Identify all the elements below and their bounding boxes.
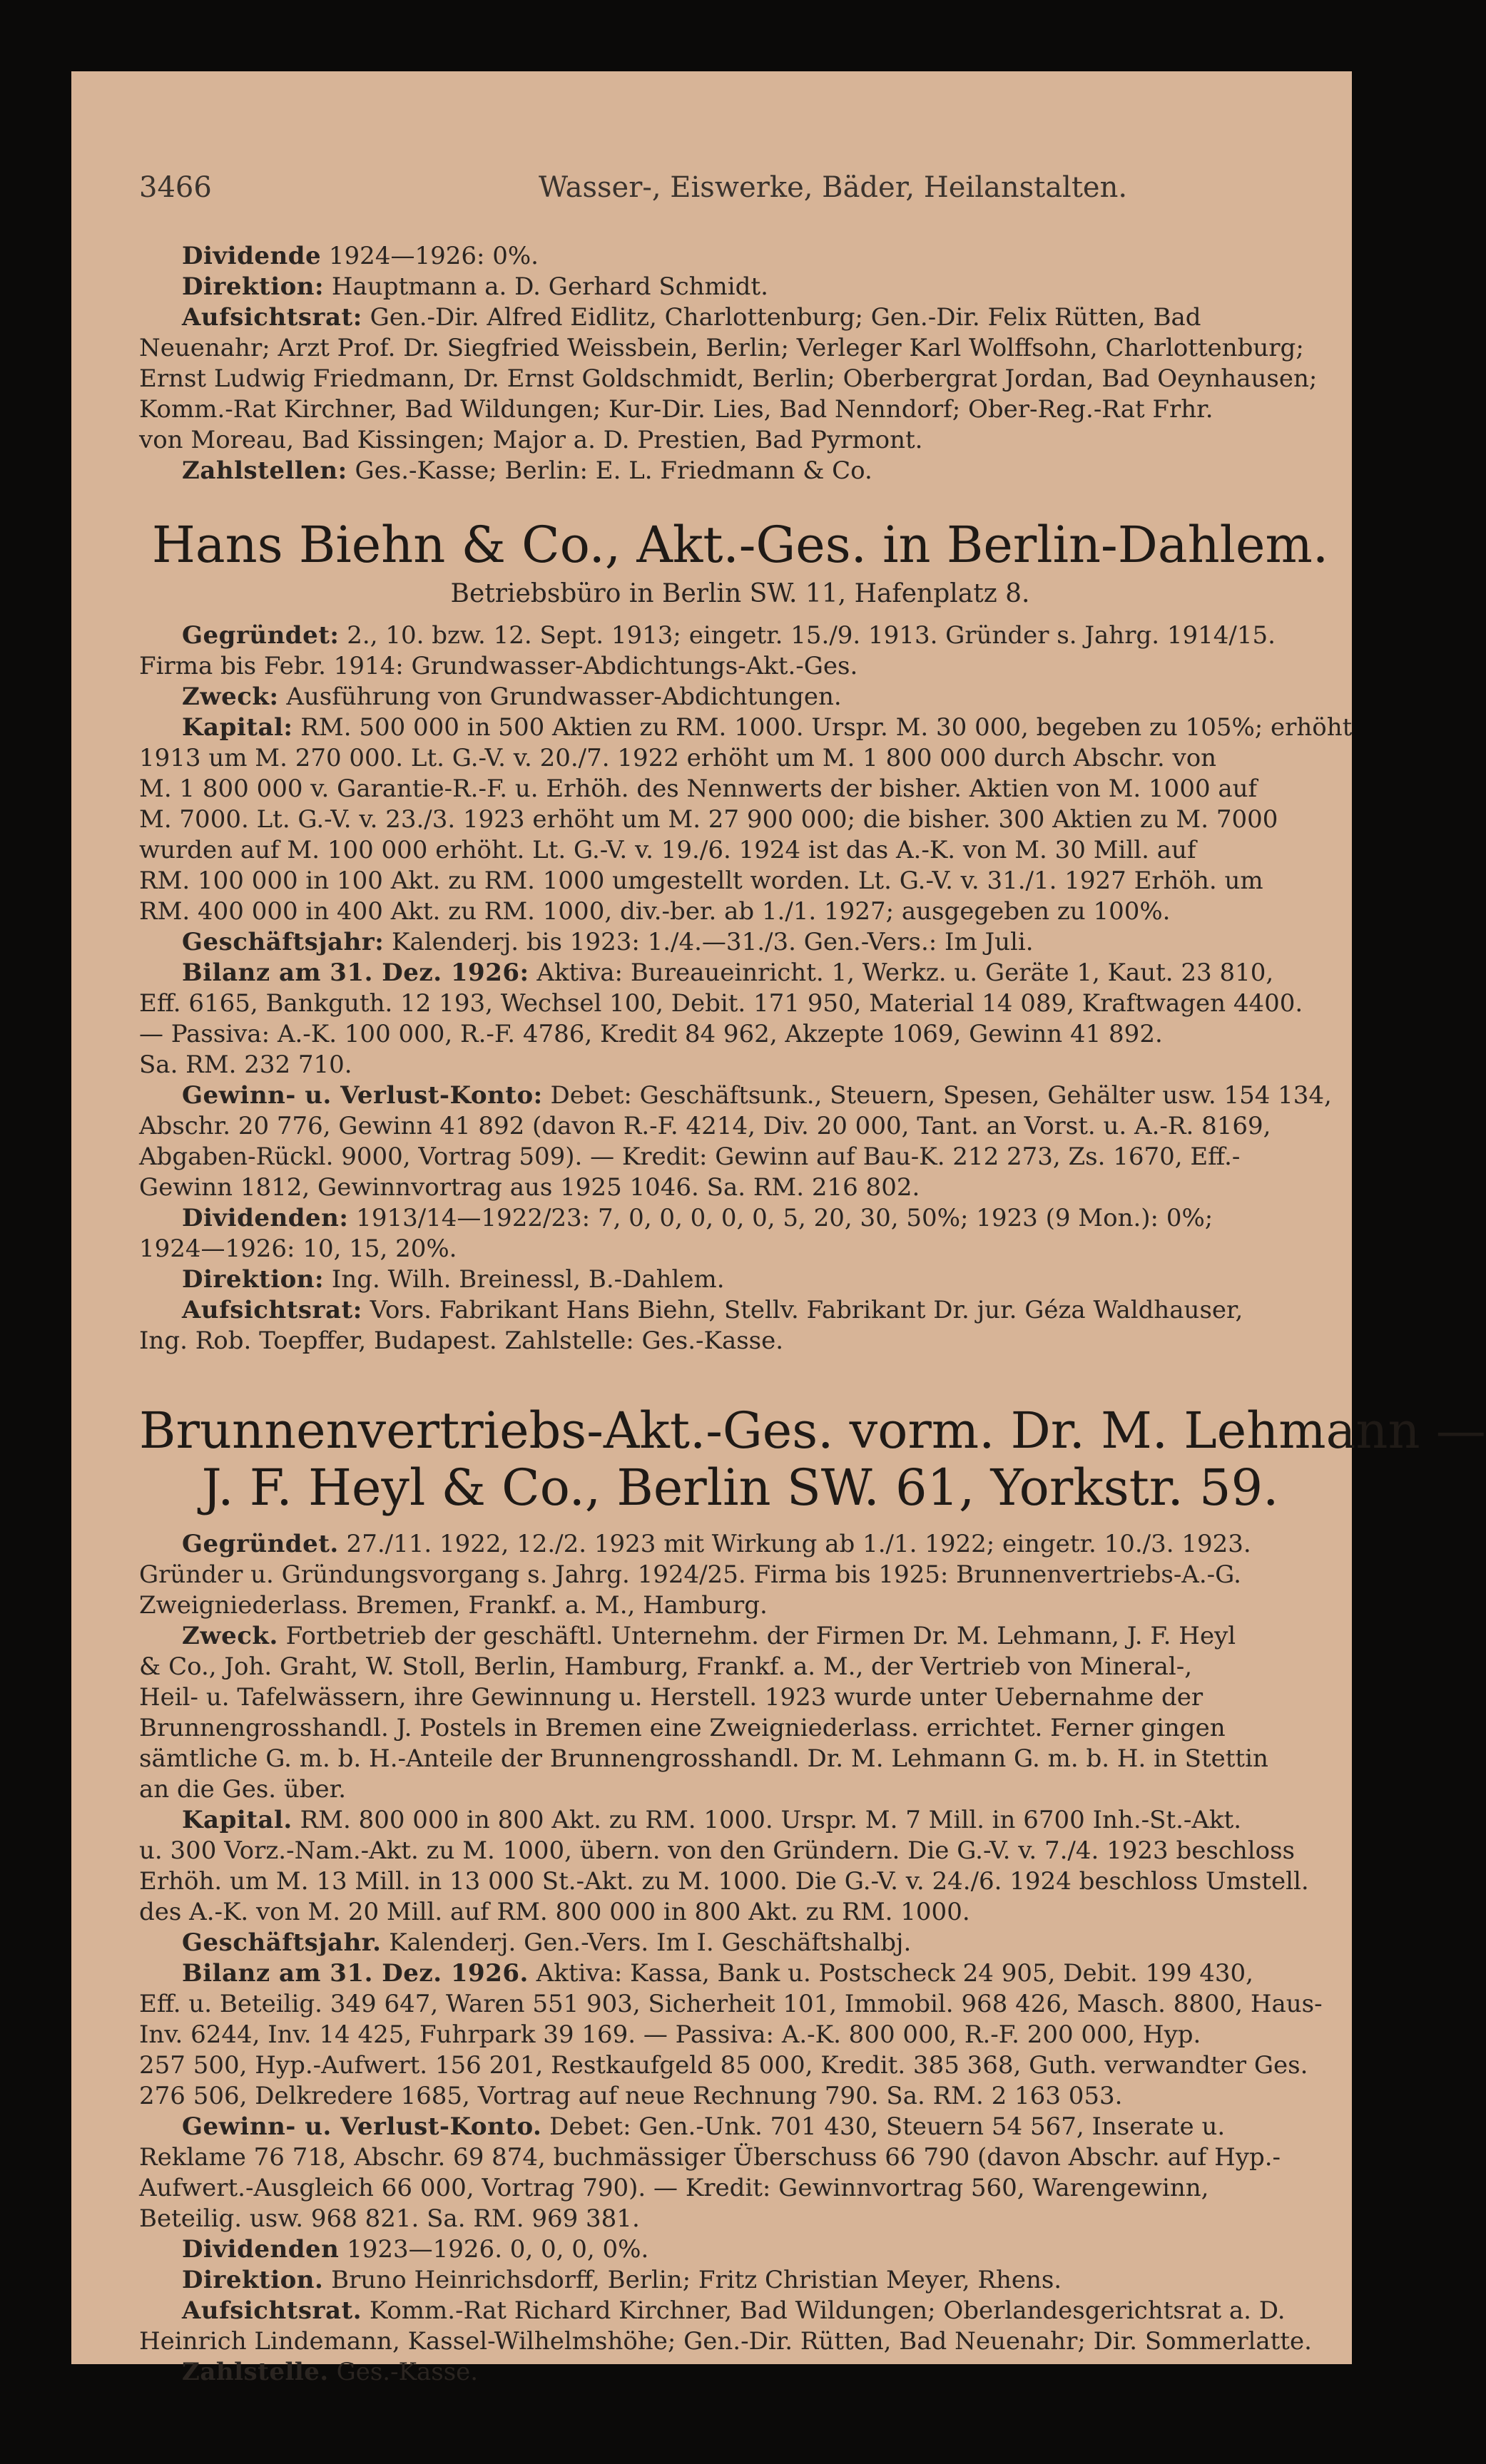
text-line [139, 1203, 1341, 1234]
field-text: Kalenderj. bis 1923: 1./4.—31./3. Gen.-Vers.: Im Juli. [384, 928, 1034, 956]
field-label: Direktion: [182, 272, 325, 301]
field-text: Vors. Fabrikant Hans Biehn, Stellv. Fabrikant Dr. jur. Géza Waldhauser, [362, 1296, 1243, 1324]
field-text: Sa. RM. 232 710. [139, 1050, 352, 1079]
text-line [139, 1295, 1341, 1326]
running-head: Wasser-, Eiswerke, Bäder, Heilanstalten. [539, 171, 1128, 204]
text-line [139, 425, 1341, 456]
text-line [139, 1050, 1341, 1080]
text-line [139, 2112, 1341, 2142]
field-label: Zweck. [182, 1622, 278, 1650]
text-line [139, 1621, 1341, 1652]
text-line [139, 682, 1341, 712]
text-line [139, 1019, 1341, 1050]
text-line [139, 2357, 1341, 2388]
text-line [139, 2142, 1341, 2173]
field-label: Bilanz am 31. Dez. 1926. [182, 1959, 529, 1988]
text-line [139, 1897, 1341, 1928]
field-text: Ing. Wilh. Breinessl, B.-Dahlem. [324, 1265, 725, 1294]
text-line [139, 1529, 1341, 1560]
text-line [139, 1682, 1341, 1713]
section-brunnenvertrieb [139, 1529, 1341, 2388]
text-line [139, 1744, 1341, 1774]
text-line [139, 302, 1341, 333]
field-text: Bruno Heinrichsdorff, Berlin; Fritz Christian Meyer, Rhens. [323, 2266, 1062, 2294]
text-line [139, 896, 1341, 927]
field-text: Brunnengrosshandl. J. Postels in Bremen eine Zweigniederlass. errichtet. Ferner gingen [139, 1714, 1226, 1742]
field-text: Aufwert.-Ausgleich 66 000, Vortrag 790). — Kredit: Gewinnvortrag 560, Warengewinn, [139, 2174, 1209, 2202]
text-line [139, 394, 1341, 425]
text-line [139, 1234, 1341, 1264]
field-label: Direktion: [182, 1265, 325, 1294]
entry-subtitle-hans-biehn: Betriebsbüro in Berlin SW. 11, Hafenplatz 8. [450, 579, 1030, 608]
text-line [139, 743, 1341, 774]
text-line [139, 1958, 1341, 1989]
text-line [139, 2326, 1341, 2357]
field-text: 2., 10. bzw. 12. Sept. 1913; eingetr. 15./9. 1913. Gründer s. Jahrg. 1914/15. [339, 621, 1276, 650]
text-line [139, 2020, 1341, 2050]
field-text: 1924—1926: 10, 15, 20%. [139, 1234, 457, 1263]
text-line [139, 272, 1341, 302]
field-text: Debet: Geschäftsunk., Steuern, Spesen, Gehälter usw. 154 134, [542, 1081, 1332, 1110]
field-text: an die Ges. über. [139, 1775, 346, 1804]
text-line [139, 835, 1341, 866]
text-line [139, 866, 1341, 896]
field-text: 1923—1926. 0, 0, 0, 0%. [339, 2235, 649, 2264]
field-label: Kapital. [182, 1806, 292, 1834]
field-label: Zahlstellen: [182, 456, 347, 485]
field-text: Debet: Gen.-Unk. 701 430, Steuern 54 567, Inserate u. [541, 2112, 1226, 2141]
field-text: Komm.-Rat Richard Kirchner, Bad Wildungen; Oberlandesgerichtsrat a. D. [362, 2296, 1286, 2325]
field-text: Firma bis Febr. 1914: Grundwasser-Abdichtungs-Akt.-Ges. [139, 652, 858, 680]
field-text: Ing. Rob. Toepffer, Budapest. Zahlstelle: Ges.-Kasse. [139, 1326, 784, 1355]
text-line [139, 1989, 1341, 2020]
text-line [139, 1326, 1341, 1356]
field-label: Bilanz am 31. Dez. 1926: [182, 958, 529, 987]
text-line [139, 712, 1353, 743]
text-line [139, 1080, 1341, 1111]
text-line [139, 620, 1341, 651]
field-text: RM. 800 000 in 800 Akt. zu RM. 1000. Urspr. M. 7 Mill. in 6700 Inh.-St.-Akt. [292, 1806, 1241, 1834]
field-text: 276 506, Delkredere 1685, Vortrag auf neue Rechnung 790. Sa. RM. 2 163 053. [139, 2082, 1123, 2110]
text-line [139, 1142, 1341, 1172]
field-text: Inv. 6244, Inv. 14 425, Fuhrpark 39 169. — Passiva: A.-K. 800 000, R.-F. 200 000, Hyp. [139, 2020, 1201, 2049]
text-line [139, 1590, 1341, 1621]
field-label: Gegründet. [182, 1530, 339, 1558]
field-label: Gewinn- u. Verlust-Konto: [182, 1081, 543, 1110]
text-line [139, 2081, 1341, 2112]
text-line [139, 774, 1341, 804]
text-line [139, 241, 1341, 272]
field-text: Erhöh. um M. 13 Mill. in 13 000 St.-Akt. zu M. 1000. Die G.-V. v. 24./6. 1924 beschloss Umstell. [139, 1867, 1309, 1896]
field-label: Zahlstelle. [182, 2358, 329, 2386]
field-text: 257 500, Hyp.-Aufwert. 156 201, Restkaufgeld 85 000, Kredit. 385 368, Guth. verwandter Ges. [139, 2051, 1308, 2080]
text-line [139, 1111, 1341, 1142]
field-label: Gewinn- u. Verlust-Konto. [182, 2112, 542, 2141]
text-line [139, 1560, 1341, 1590]
field-text: Abgaben-Rückl. 9000, Vortrag 509). — Kredit: Gewinn auf Bau-K. 212 273, Zs. 1670, Eff.- [139, 1142, 1241, 1171]
field-label: Dividenden [182, 2235, 340, 2264]
field-text: Ausführung von Grundwasser-Abdichtungen. [278, 683, 842, 711]
text-line [139, 2265, 1341, 2296]
field-text: RM. 100 000 in 100 Akt. zu RM. 1000 umgestellt worden. Lt. G.-V. v. 31./1. 1927 Erhöh. um [139, 867, 1263, 895]
text-line [139, 1836, 1341, 1866]
text-line [139, 333, 1341, 364]
field-text: M. 1 800 000 v. Garantie-R.-F. u. Erhöh. des Nennwerts der bisher. Aktien von M. 1000 auf [139, 775, 1258, 803]
field-label: Geschäftsjahr: [182, 928, 385, 956]
field-label: Aufsichtsrat. [182, 2296, 362, 2325]
entry-title-brunnenvertrieb-line1: Brunnenvertriebs-Akt.-Ges. vorm. Dr. M. Lehmann — [139, 1401, 1486, 1460]
text-line [139, 958, 1341, 988]
field-text: Fortbetrieb der geschäftl. Unternehm. der Firmen Dr. M. Lehmann, J. F. Heyl [278, 1622, 1236, 1650]
field-text: Heil- u. Tafelwässern, ihre Gewinnung u. Herstell. 1923 wurde unter Uebernahme der [139, 1683, 1203, 1712]
text-line [139, 2050, 1341, 2081]
text-line [139, 1866, 1341, 1897]
text-line [139, 651, 1341, 682]
field-text: 1913 um M. 270 000. Lt. G.-V. v. 20./7. 1922 erhöht um M. 1 800 000 durch Abschr. von [139, 744, 1217, 772]
field-label: Kapital: [182, 713, 293, 742]
field-text: von Moreau, Bad Kissingen; Major a. D. Prestien, Bad Pyrmont. [139, 426, 923, 454]
field-text: Kalenderj. Gen.-Vers. Im I. Geschäftshalbj. [381, 1928, 912, 1957]
field-text: 27./11. 1922, 12./2. 1923 mit Wirkung ab 1./1. 1922; eingetr. 10./3. 1923. [338, 1530, 1251, 1558]
field-text: 1924—1926: 0%. [321, 242, 539, 270]
field-text: Ges.-Kasse. [328, 2358, 479, 2386]
field-text: u. 300 Vorz.-Nam.-Akt. zu M. 1000, übern. von den Gründern. Die G.-V. v. 7./4. 1923 beschloss [139, 1836, 1295, 1865]
field-text: Zweigniederlass. Bremen, Frankf. a. M., Hamburg. [139, 1591, 768, 1620]
field-text: Aktiva: Bureaueinricht. 1, Werkz. u. Geräte 1, Kaut. 23 810, [529, 958, 1274, 987]
text-line [139, 1652, 1341, 1682]
field-text: Gewinn 1812, Gewinnvortrag aus 1925 1046. Sa. RM. 216 802. [139, 1173, 920, 1202]
text-line [139, 2234, 1341, 2265]
field-text: — Passiva: A.-K. 100 000, R.-F. 4786, Kredit 84 962, Akzepte 1069, Gewinn 41 892. [139, 1020, 1163, 1048]
field-text: Aktiva: Kassa, Bank u. Postscheck 24 905, Debit. 199 430, [528, 1959, 1253, 1988]
field-text: RM. 400 000 in 400 Akt. zu RM. 1000, div.-ber. ab 1./1. 1927; ausgegeben zu 100%. [139, 897, 1171, 926]
field-text: 1913/14—1922/23: 7, 0, 0, 0, 0, 0, 5, 20, 30, 50%; 1923 (9 Mon.): 0%; [348, 1204, 1213, 1232]
field-label: Dividende [182, 242, 322, 270]
field-text: & Co., Joh. Graht, W. Stoll, Berlin, Hamburg, Frankf. a. M., der Vertrieb von Mineral-, [139, 1652, 1193, 1681]
text-line [139, 1264, 1341, 1295]
field-text: Reklame 76 718, Abschr. 69 874, buchmässiger Überschuss 66 790 (davon Abschr. auf Hyp.- [139, 2143, 1281, 2172]
field-label: Geschäftsjahr. [182, 1928, 382, 1957]
field-text: Komm.-Rat Kirchner, Bad Wildungen; Kur-Dir. Lies, Bad Nenndorf; Ober-Reg.-Rat Frhr. [139, 395, 1213, 424]
field-text: wurden auf M. 100 000 erhöht. Lt. G.-V. v. 19./6. 1924 ist das A.-K. von M. 30 Mill. auf [139, 836, 1196, 864]
field-label: Aufsichtsrat: [182, 303, 362, 332]
field-label: Gegründet: [182, 621, 340, 650]
page-number: 3466 [139, 171, 212, 204]
text-line [139, 1805, 1341, 1836]
field-label: Zweck: [182, 683, 279, 711]
text-line [139, 2173, 1341, 2204]
field-text: Gen.-Dir. Alfred Eidlitz, Charlottenburg; Gen.-Dir. Felix Rütten, Bad [362, 303, 1201, 332]
section-previous-entry-tail [139, 241, 1341, 486]
book-page [71, 71, 1486, 2386]
field-text: Neuenahr; Arzt Prof. Dr. Siegfried Weissbein, Berlin; Verleger Karl Wolffsohn, Charlottenburg; [139, 334, 1304, 362]
field-text: des A.-K. von M. 20 Mill. auf RM. 800 000 in 800 Akt. zu RM. 1000. [139, 1898, 970, 1926]
text-line [139, 1928, 1341, 1958]
text-line [139, 1172, 1341, 1203]
section-hans-biehn [139, 620, 1353, 1356]
field-text: M. 7000. Lt. G.-V. v. 23./3. 1923 erhöht um M. 27 900 000; die bisher. 300 Aktien zu M. 7000 [139, 805, 1278, 834]
text-line [139, 2296, 1341, 2326]
field-text: Ges.-Kasse; Berlin: E. L. Friedmann & Co. [347, 456, 872, 485]
field-text: Ernst Ludwig Friedmann, Dr. Ernst Goldschmidt, Berlin; Oberbergrat Jordan, Bad Oeynhausen; [139, 364, 1318, 393]
field-text: Eff. u. Beteilig. 349 647, Waren 551 903, Sicherheit 101, Immobil. 968 426, Masch. 8800, Haus- [139, 1990, 1323, 2018]
entry-title-hans-biehn: Hans Biehn & Co., Akt.-Ges. in Berlin-Dahlem. [151, 516, 1329, 574]
field-text: RM. 500 000 in 500 Aktien zu RM. 1000. Urspr. M. 30 000, begeben zu 105%; erhöht [292, 713, 1353, 742]
field-text: Heinrich Lindemann, Kassel-Wilhelmshöhe; Gen.-Dir. Rütten, Bad Neuenahr; Dir. Sommerlatte. [139, 2327, 1312, 2356]
text-line [139, 364, 1341, 394]
text-line [139, 456, 1341, 486]
field-label: Dividenden: [182, 1204, 349, 1232]
entry-title-brunnenvertrieb-line2: J. F. Heyl & Co., Berlin SW. 61, Yorkstr. 59. [201, 1458, 1279, 1517]
field-text: Gründer u. Gründungsvorgang s. Jahrg. 1924/25. Firma bis 1925: Brunnenvertriebs-A.-G. [139, 1560, 1241, 1589]
field-text: Hauptmann a. D. Gerhard Schmidt. [324, 272, 768, 301]
text-line [139, 804, 1341, 835]
field-text: sämtliche G. m. b. H.-Anteile der Brunnengrosshandl. Dr. M. Lehmann G. m. b. H. in Stettin [139, 1744, 1268, 1773]
field-label: Direktion. [182, 2266, 324, 2294]
field-text: Beteilig. usw. 968 821. Sa. RM. 969 381. [139, 2204, 640, 2233]
text-line [139, 927, 1341, 958]
field-label: Aufsichtsrat: [182, 1296, 362, 1324]
text-line [139, 2204, 1341, 2234]
field-text: Abschr. 20 776, Gewinn 41 892 (davon R.-F. 4214, Div. 20 000, Tant. an Vorst. u. A.-R. 8169, [139, 1112, 1271, 1140]
text-line [139, 1713, 1341, 1744]
field-text: Eff. 6165, Bankguth. 12 193, Wechsel 100, Debit. 171 950, Material 14 089, Kraftwagen 4400. [139, 989, 1303, 1018]
text-line [139, 1774, 1341, 1805]
page-header [139, 171, 1338, 214]
text-line [139, 988, 1341, 1019]
